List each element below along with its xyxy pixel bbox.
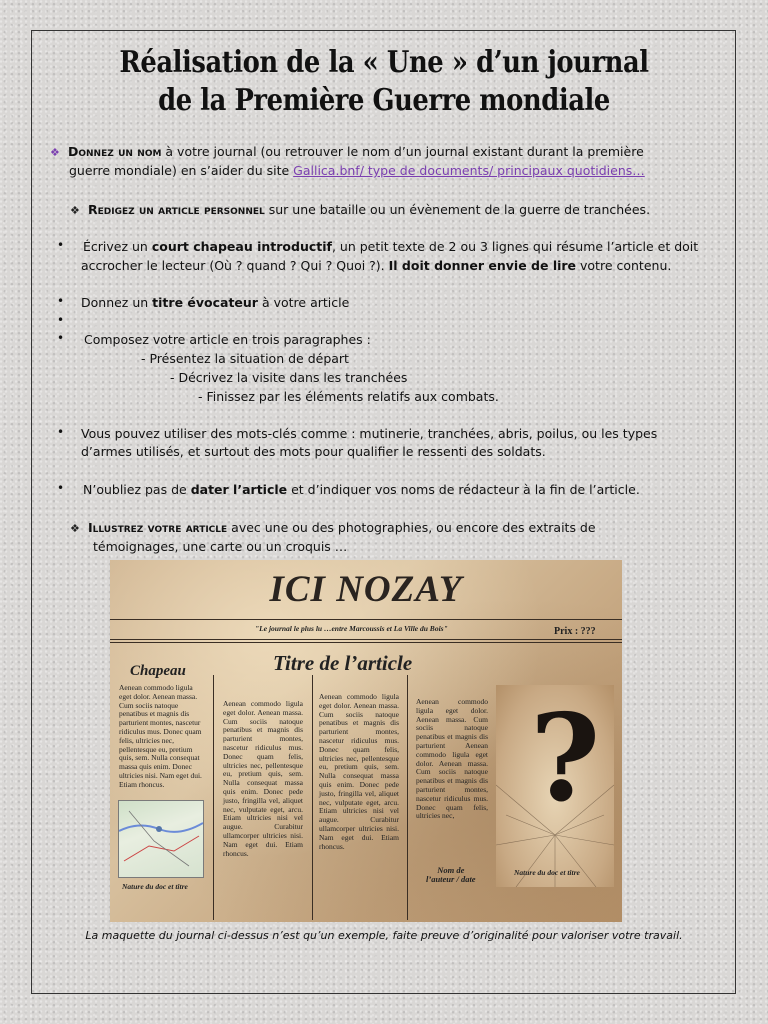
article-column-2: Aenean commodo ligula eget dolor. Aenean massa. Cum sociis natoque penatibus et magnis dis parturient montes, nascetur ridiculus mus. Donec quam felis, ultricies nec, pellentesque eu, pretium quis, sem. Nulla consequat massa quis enim. Donec pede justo, fringilla vel, aliquet nec, vulputate eget, arcu. Etiam ultricies nisi vel augue. Curabitur ullamcorper ultricies nisi. Nam eget dui. Etiam rhoncus. — [319, 692, 399, 851]
newspaper-tagline: "Le journal le plus lu …entre Marcoussis et La Ville du Bois" — [255, 624, 448, 633]
bullet-icon: • — [57, 294, 65, 308]
newspaper-price: Prix : ??? — [554, 626, 596, 637]
newspaper-mockup — [110, 560, 622, 922]
bullet-icon: • — [57, 238, 65, 252]
instruction-nom: ❖ Donnez un nom à votre journal (ou retrouver le nom d’un journal existant durant la première — [50, 142, 730, 162]
instruction-illustrez: ❖ Illustrez votre article avec une ou des photographies, ou encore des extraits de — [70, 518, 730, 538]
caption-left: Nature du doc et titre — [122, 882, 188, 891]
bullet-icon: • — [57, 481, 65, 495]
bullet-icon: • — [57, 331, 65, 345]
column-divider — [312, 675, 313, 920]
article-column-1: Aenean commodo ligula eget dolor. Aenean massa. Cum sociis natoque penatibus et magnis dis parturient montes, nascetur ridiculus mus. Donec quam felis, ultricies nec, pellentesque eu, pretium quis, sem. Nulla consequat massa quis enim. Donec pede justo, fringilla vel, aliquet nec, vulputate eget, arcu. Etiam ultricies nisi vel augue. Curabitur ullamcorper ultricies nisi. Nam eget dui. Etiam rhoncus. — [223, 699, 303, 858]
gallica-link[interactable]: Gallica.bnf/ type de documents/ principaux quotidiens… — [293, 163, 645, 178]
instruction-compose: Composez votre article en trois paragraphes : — [84, 332, 371, 347]
diamond-bullet-icon: ❖ — [70, 204, 80, 217]
question-mark-icon: ? — [530, 688, 601, 829]
divider — [110, 642, 622, 643]
instruction-article: ❖ Redigez un article personnel sur une bataille ou un évènement de la guerre de tranchées. — [70, 200, 730, 220]
bullet-icon: • — [57, 313, 65, 327]
instruction-titre: Donnez un titre évocateur à votre article — [81, 295, 350, 310]
compose-step-3: - Finissez par les éléments relatifs aux combats. — [198, 389, 499, 404]
instruction-chapeau: Écrivez un court chapeau introductif, un petit texte de 2 ou 3 lignes qui résume l’article et doit — [83, 239, 699, 254]
article-headline: Titre de l’article — [273, 651, 413, 675]
divider — [110, 619, 622, 620]
instruction-illustrez-line2: témoignages, une carte ou un croquis … — [93, 539, 348, 554]
instruction-nom-line2: guerre mondiale) en s’aider du site Gallica.bnf/ type de documents/ principaux quotidiens… — [69, 163, 645, 178]
divider — [110, 639, 622, 640]
question-mark-image — [496, 685, 614, 887]
bullet-icon: • — [57, 425, 65, 439]
footer-caption: La maquette du journal ci-dessus n’est qu’un exemple, faite preuve d’originalité pour valoriser votre travail. — [85, 929, 683, 942]
instruction-chapeau-line2: accrocher le lecteur (Où ? quand ? Qui ? Quoi ?). Il doit donner envie de lire votre contenu. — [81, 258, 672, 273]
instruction-motscles-line2: d’armes utilisés, et surtout des mots pour qualifier le ressenti des soldats. — [81, 444, 546, 459]
compose-step-1: - Présentez la situation de départ — [141, 351, 349, 366]
column-divider — [213, 675, 214, 920]
page-title: Réalisation de la « Une » d’un journal de la Première Guerre mondiale — [119, 45, 649, 118]
chapeau-label: Chapeau — [130, 663, 186, 679]
caption-right: Nature du doc et titre — [514, 868, 580, 877]
compose-step-2: - Décrivez la visite dans les tranchées — [170, 370, 408, 385]
newspaper-name: ICI NOZAY — [269, 569, 463, 610]
author-date-label: Nom de l’auteur / date — [426, 865, 476, 884]
article-column-3: Aenean commodo ligula eget dolor. Aenean massa. Cum sociis natoque penatibus et magnis dis parturient Aenean commodo ligula eget dolor. Aenean massa. Cum sociis natoque penatibus et magnis dis parturient montes, nascetur ridiculus mus. Donec quam felis, ultricies nec, — [416, 697, 488, 821]
diamond-bullet-icon: ❖ — [70, 522, 80, 535]
instruction-dater: N’oubliez pas de dater l’article et d’indiquer vos noms de rédacteur à la fin de l’article. — [83, 482, 640, 497]
diamond-bullet-icon: ❖ — [50, 146, 60, 159]
column-divider — [407, 675, 408, 920]
map-icon — [119, 801, 203, 877]
chapeau-text: Aenean commodo ligula eget dolor. Aenean massa. Cum sociis natoque penatibus et magnis dis parturient montes, nascetur ridiculus mus. Donec quam felis, ultricies nec, pellentesque eu, pretium quis, sem. Nulla consequat massa quis enim. Donec ultricies nisi. Nam eget dui. Etiam rhoncus. — [119, 683, 202, 789]
map-thumbnail — [118, 800, 204, 878]
instruction-motscles: Vous pouvez utiliser des mots-clés comme : mutinerie, tranchées, abris, poilus, ou les types — [81, 426, 658, 441]
